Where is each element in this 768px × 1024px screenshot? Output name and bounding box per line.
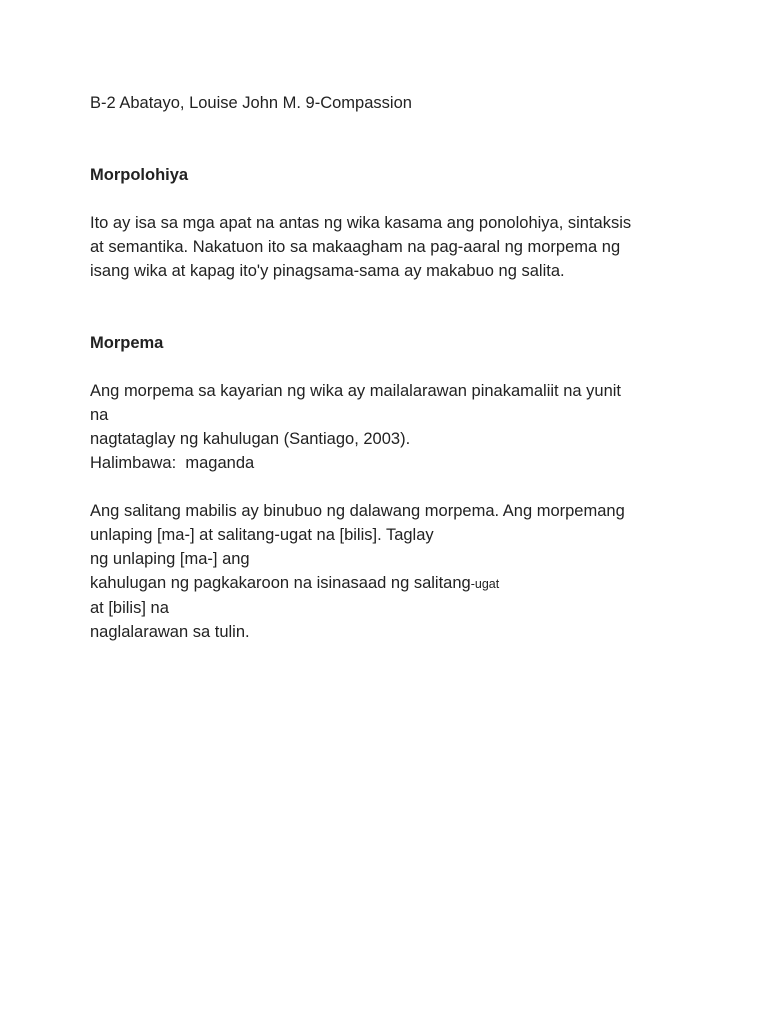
- spacer: [90, 283, 690, 331]
- paragraph-line-with-suffix: [90, 571, 690, 596]
- spacer: [90, 187, 690, 211]
- paragraph-line: Ang morpema sa kayarian ng wika ay mailalarawan pinakamaliit na yunit: [90, 382, 622, 400]
- paragraph-line: naglalarawan sa tulin.: [90, 623, 250, 641]
- spacer: [90, 475, 690, 499]
- paragraph-line: at [bilis] na: [90, 599, 169, 617]
- morpema-paragraph-1: [90, 379, 690, 475]
- section-heading-morpema: Morpema: [90, 334, 164, 352]
- paragraph-line: Ito ay isa sa mga apat na antas ng wika kasama ang ponolohiya, sintaksis: [90, 214, 632, 232]
- morpema-paragraph-2: [90, 499, 690, 644]
- morpolohiya-paragraph: [90, 211, 690, 283]
- document-page: [90, 91, 690, 644]
- paragraph-line: nagtataglay ng kahulugan (Santiago, 2003).: [90, 430, 411, 448]
- small-suffix-text: -ugat: [470, 577, 500, 591]
- paragraph-text: kahulugan ng pagkakaroon na isinasaad ng salitang: [90, 574, 471, 592]
- example-line: Halimbawa: maganda: [90, 454, 255, 472]
- paragraph-line: unlaping [ma-] at salitang-ugat na [bilis]. Taglay: [90, 526, 434, 544]
- spacer: [90, 355, 690, 379]
- paragraph-line: Ang salitang mabilis ay binubuo ng dalawang morpema. Ang morpemang: [90, 502, 625, 520]
- student-info-line: B-2 Abatayo, Louise John M. 9-Compassion: [90, 94, 412, 112]
- section-heading-morpolohiya: Morpolohiya: [90, 166, 189, 184]
- paragraph-line: na: [90, 406, 109, 424]
- spacer: [90, 115, 690, 163]
- paragraph-line: ng unlaping [ma-] ang: [90, 550, 250, 568]
- paragraph-line: at semantika. Nakatuon ito sa makaagham na pag-aaral ng morpema ng: [90, 238, 621, 256]
- paragraph-line: isang wika at kapag ito'y pinagsama-sama ay makabuo ng salita.: [90, 262, 565, 280]
